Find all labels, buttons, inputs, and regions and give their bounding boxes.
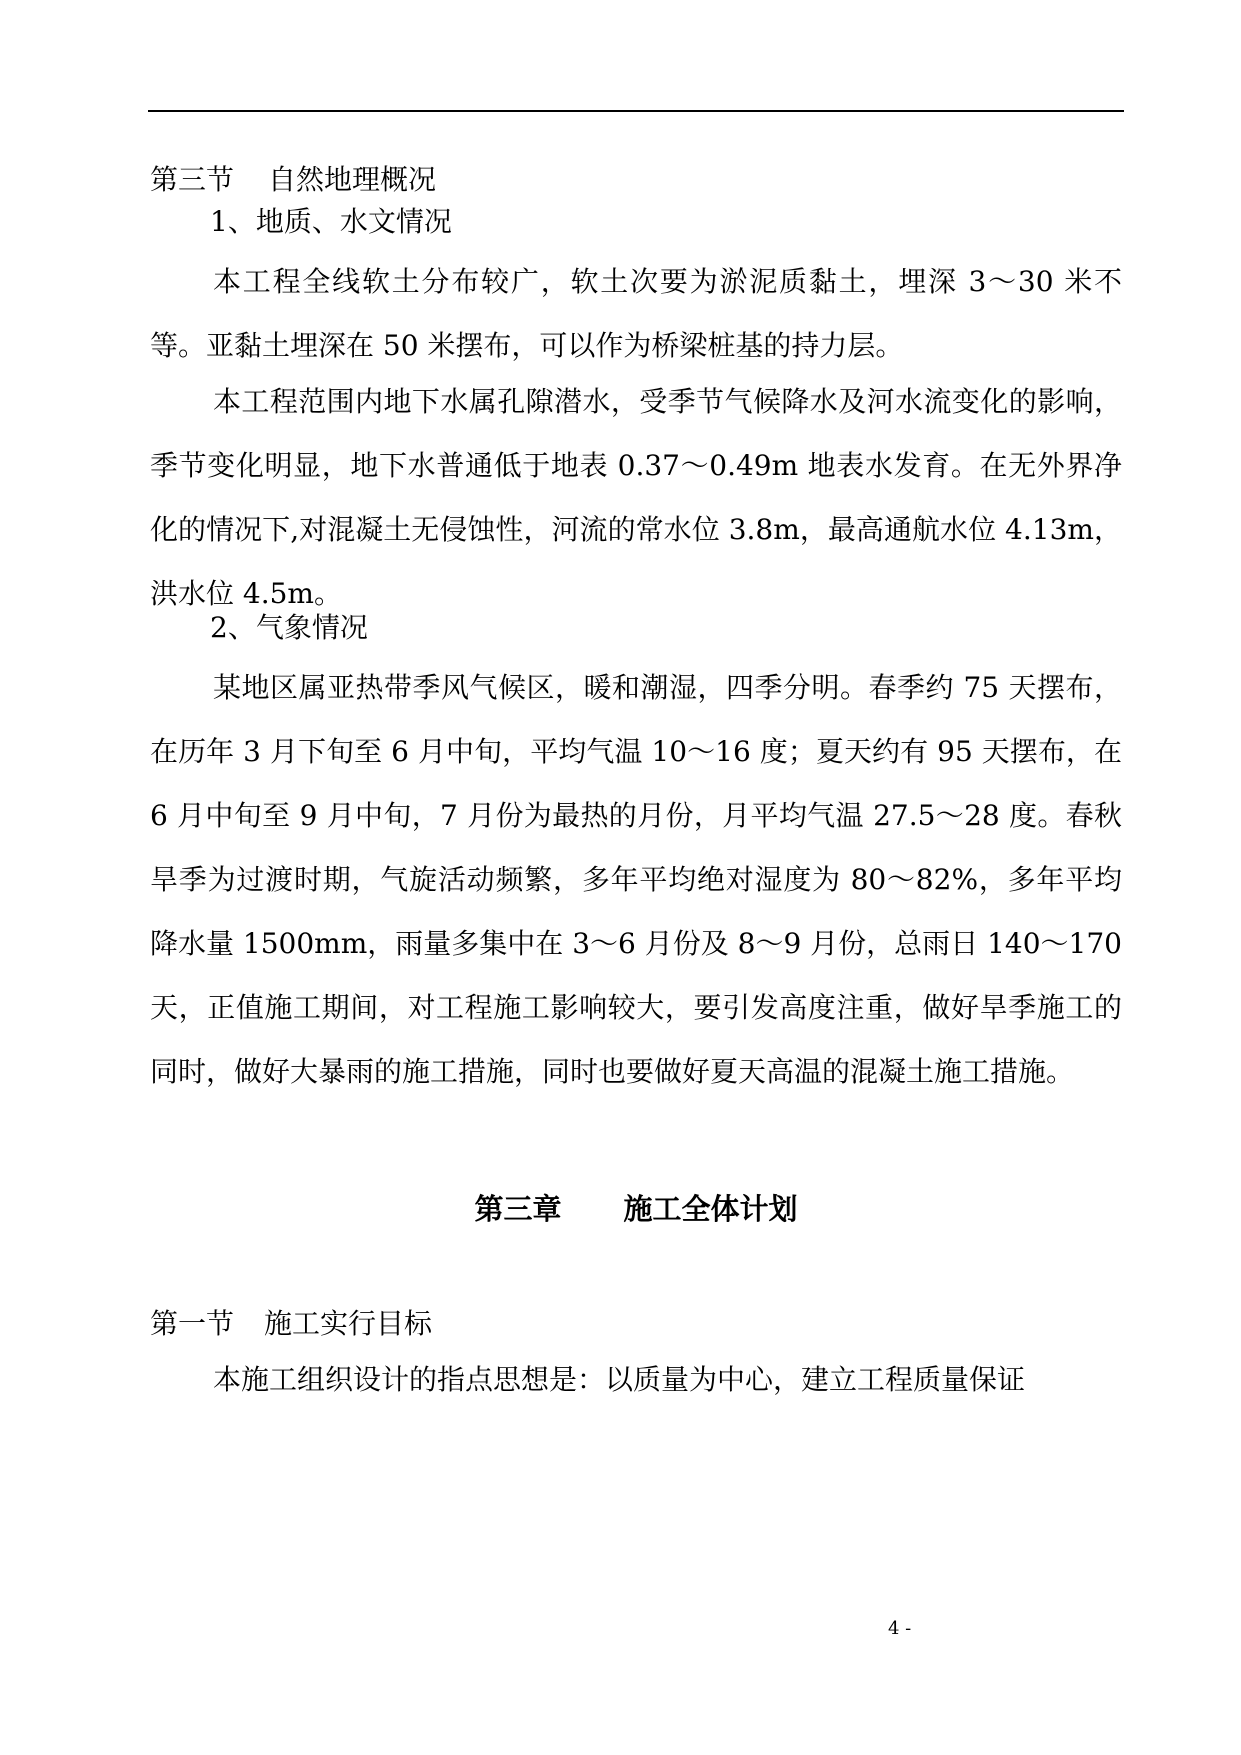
subheading-geology-hydrology: 1、地质、水文情况 <box>210 205 452 238</box>
paragraph-groundwater: 本工程范围内地下水属孔隙潜水，受季节气候降水及河水流变化的影响，季节变化明显，地下水普通低于地表 0.37～0.49m 地表水发育。在无外界净化的情况下,对混凝土无侵蚀性，河流的常水位 3.8m，最高通航水位 4.13m，洪水位 4.5m。 <box>150 385 1122 610</box>
chapter-number: 第三章 <box>474 1192 562 1226</box>
section-heading-natural-geography <box>150 160 436 200</box>
page-number: 4 - <box>888 1618 912 1639</box>
section-heading-construction-objectives <box>150 1304 432 1344</box>
chapter-title: 施工全体计划 <box>623 1192 798 1226</box>
header-rule <box>148 110 1124 112</box>
paragraph-guiding-principle: 本施工组织设计的指点思想是：以质量为中心，建立工程质量保证 <box>213 1363 1026 1396</box>
chapter-heading-construction-plan <box>150 1189 1122 1229</box>
paragraph-climate: 某地区属亚热带季风气候区，暖和潮湿，四季分明。春季约 75 天摆布，在历年 3 月下旬至 6 月中旬，平均气温 10～16 度；夏天约有 95 天摆布，在 6 月中旬至 9 月中旬，7 月份为最热的月份，月平均气温 27.5～28 度。春秋旱季为过渡时期，气旋活动频繁，多年平均绝对湿度为 80～82%，多年平均降水量 1500mm，雨量多集中在 3～6 月份及 8～9 月份，总雨日 140～170 天，正值施工期间，对工程施工影响较大，要引发高度注重，做好旱季施工的同时，做好大暴雨的施工措施，同时也要做好夏天高温的混凝土施工措施。 <box>150 671 1122 1088</box>
section-title: 自然地理概况 <box>268 163 437 196</box>
section-number: 第一节 <box>150 1307 235 1340</box>
section-title: 施工实行目标 <box>264 1307 433 1340</box>
subheading-meteorology: 2、气象情况 <box>210 611 368 644</box>
paragraph-soft-soil: 本工程全线软土分布较广，软土次要为淤泥质黏土，埋深 3～30 米不等。亚黏土埋深在 50 米摆布，可以作为桥梁桩基的持力层。 <box>150 265 1122 362</box>
section-number: 第三节 <box>150 163 235 196</box>
